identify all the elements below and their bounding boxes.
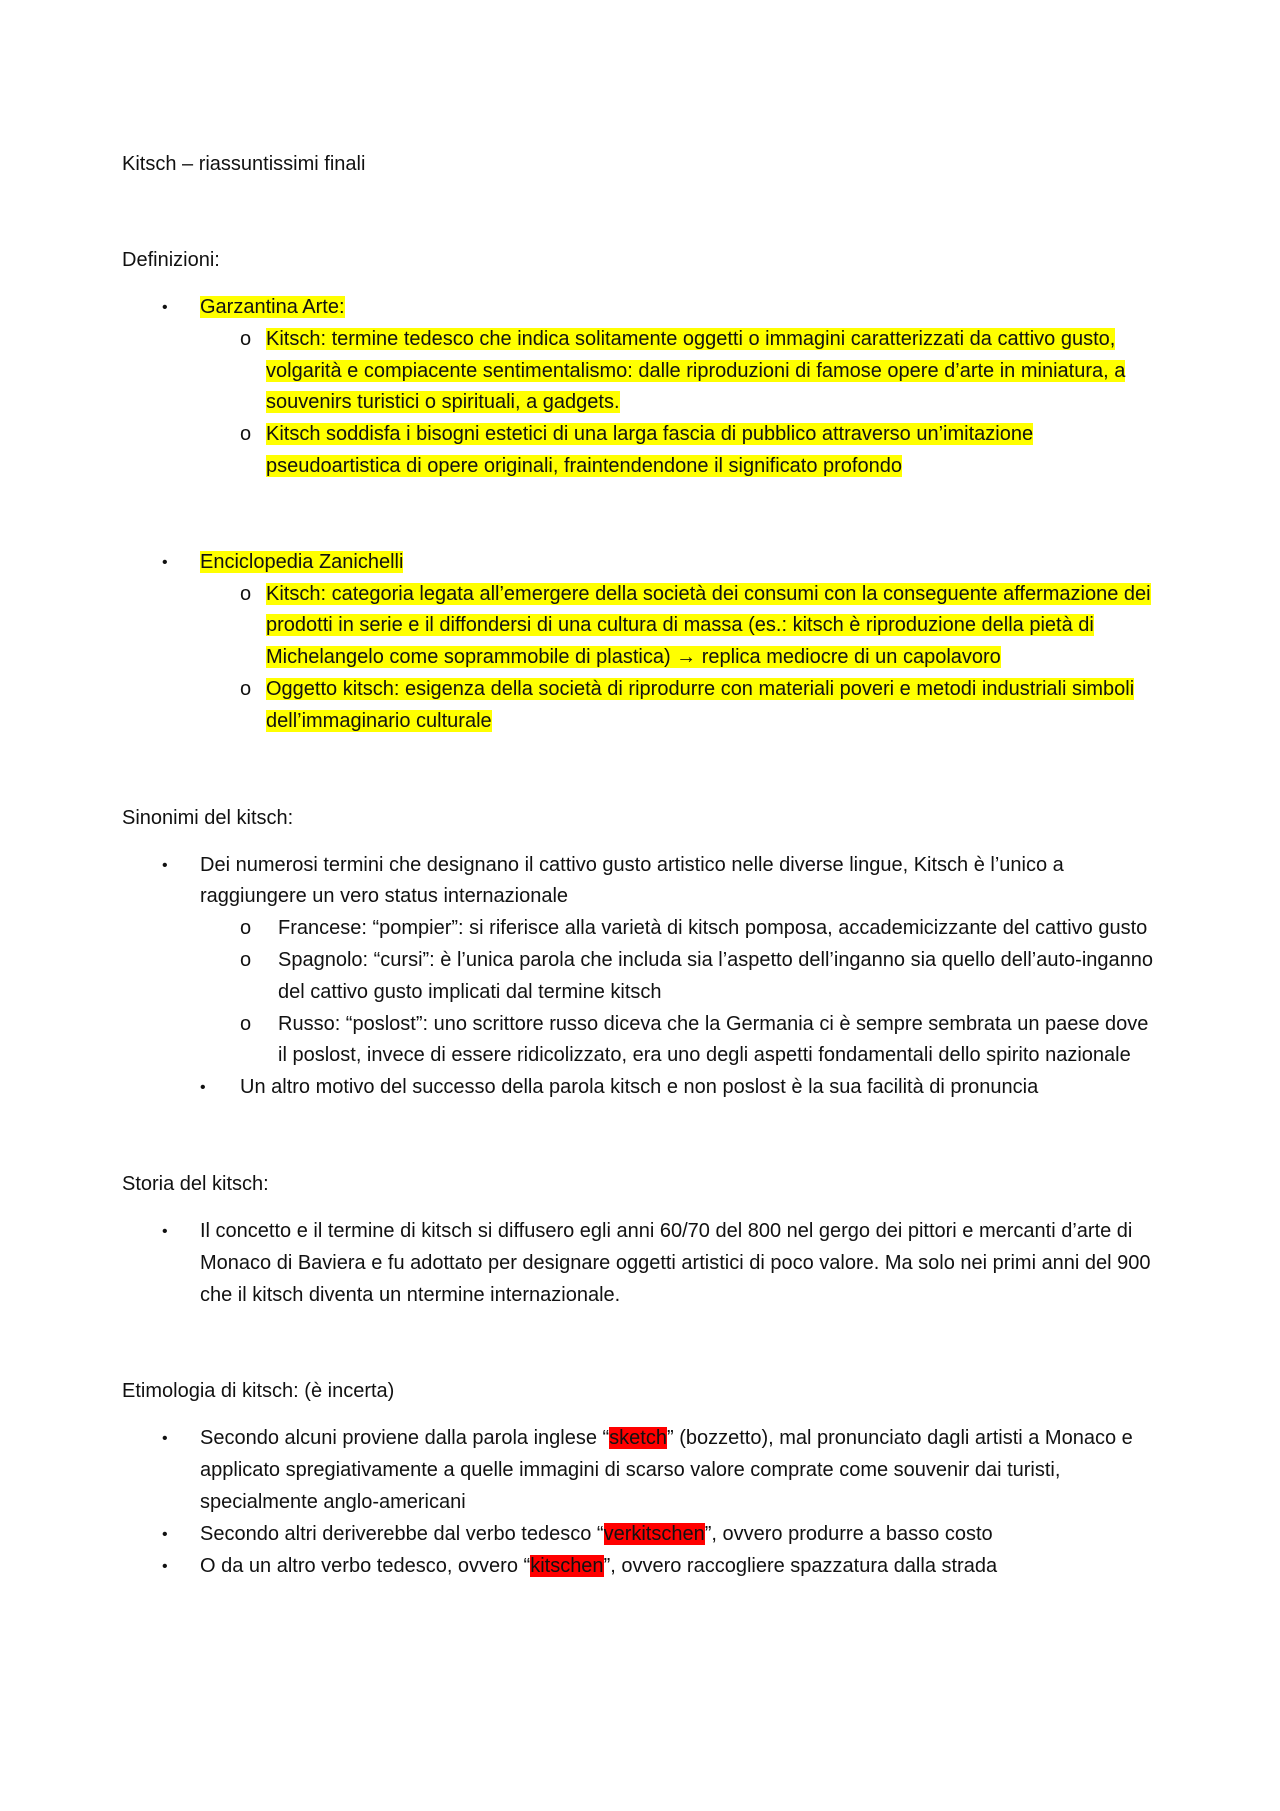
bullet-disc: • [162, 553, 168, 571]
bullet-circle: o [240, 948, 252, 971]
list-item-sinonimi-1 [122, 850, 1160, 914]
garzantina-label: Garzantina Arte: [200, 296, 345, 318]
list-item-zanichelli [122, 547, 1160, 579]
list-item-etimologia-2 [122, 1519, 1160, 1551]
etimologia-item2-post: ”, ovvero produrre a basso costo [704, 1522, 993, 1545]
etimologia-item3-pre: O da un altro verbo tedesco, ovvero “ [200, 1554, 531, 1577]
bullet-circle: o [240, 1012, 252, 1035]
bullet-disc: • [162, 1525, 168, 1543]
sinonimi-item2-text: Un altro motivo del successo della parola kitsch e non poslost è la sua facilità di pronuncia [240, 1076, 1039, 1099]
list-item-russo [122, 1009, 1160, 1073]
list-item-garzantina-sub1 [122, 324, 1160, 419]
list-item-sinonimi-2 [122, 1072, 1160, 1104]
list-item-zanichelli-sub1 [122, 579, 1160, 674]
bullet-circle: o [240, 423, 252, 446]
list-zanichelli [122, 547, 1160, 738]
word-kitschen: kitschen [530, 1554, 604, 1577]
word-verkitschen: verkitschen [603, 1522, 705, 1545]
heading-definizioni: Definizioni: [122, 249, 220, 271]
heading-sinonimi: Sinonimi del kitsch: [122, 806, 294, 829]
francese-text: Francese: “pompier”: si riferisce alla varietà di kitsch pomposa, accademicizzante del cattivo gusto [278, 917, 1148, 940]
bullet-circle: o [240, 917, 252, 940]
garzantina-sub2-text: Kitsch soddisfa i bisogni estetici di una larga fascia di pubblico attraverso un’imitazione pseudoartistica di opere originali, fraintendendone il significato profondo [266, 423, 1034, 477]
list-item-garzantina [122, 292, 1160, 324]
document-title: Kitsch – riassuntissimi finali [122, 153, 366, 175]
bullet-disc: • [200, 1079, 206, 1097]
etimologia-item3-post: ”, ovvero raccogliere spazzatura dalla strada [603, 1554, 998, 1577]
list-item-etimologia-1 [122, 1423, 1160, 1518]
word-sketch: sketch [609, 1427, 667, 1450]
bullet-circle: o [240, 677, 252, 700]
bullet-disc: • [162, 299, 168, 316]
heading-storia: Storia del kitsch: [122, 1172, 269, 1195]
bullet-circle: o [240, 327, 252, 350]
zanichelli-label: Enciclopedia Zanichelli [200, 550, 404, 573]
bullet-disc: • [162, 1222, 168, 1240]
bullet-circle: o [240, 582, 252, 605]
list-definizioni [122, 292, 1160, 483]
etimologia-item1-post: ” (bozzetto), mal pronunciato dagli artisti a Monaco e applicato spregiativamente a quelle immagini di scarso valore comprate come souvenir dai turisti, specialmente anglo-americani [200, 1427, 1133, 1513]
etimologia-item1-pre: Secondo alcuni proviene dalla parola inglese “ [200, 1427, 610, 1450]
bullet-disc: • [162, 1557, 168, 1575]
sinonimi-item1-text: Dei numerosi termini che designano il cattivo gusto artistico nelle diverse lingue, Kitsch è l’unico a raggiungere un vero status internazionale [200, 853, 1064, 908]
etimologia-item2-pre: Secondo altri deriverebbe dal verbo tedesco “ [200, 1522, 604, 1545]
heading-etimologia: Etimologia di kitsch: (è incerta) [122, 1380, 395, 1403]
list-item-garzantina-sub2 [122, 419, 1160, 483]
list-sinonimi [122, 850, 1160, 1104]
storia-item1-text: Il concetto e il termine di kitsch si diffusero egli anni 60/70 del 800 nel gergo dei pittori e mercanti d’arte di Monaco di Baviera e fu adottato per designare oggetti artistici di poco valore. Ma solo nei primi anni del 900 che il kitsch diventa un ntermine internazionale. [200, 1219, 1151, 1306]
list-item-zanichelli-sub2 [122, 674, 1160, 738]
garzantina-sub1-text: Kitsch: termine tedesco che indica solitamente oggetti o immagini caratterizzati da cattivo gusto, volgarità e compiacente sentimentalismo: dalle riproduzioni di famose opere d’arte in miniatura, a souvenirs turistici o spirituali, a gadgets. [266, 327, 1126, 414]
russo-text: Russo: “poslost”: uno scrittore russo diceva che la Germania ci è sempre sembrata un paese dove il poslost, invece di essere ridicolizzato, era uno degli aspetti fondamentali dello spirito nazionale [278, 1012, 1149, 1067]
list-storia [122, 1216, 1160, 1311]
bullet-disc: • [162, 1430, 168, 1448]
spagnolo-text: Spagnolo: “cursi”: è l’unica parola che includa sia l’aspetto dell’inganno sia quello dell’auto-inganno del cattivo gusto implicati dal termine kitsch [278, 948, 1154, 1003]
list-item-etimologia-3 [122, 1551, 1160, 1583]
bullet-disc: • [162, 856, 168, 874]
list-etimologia [122, 1423, 1160, 1582]
list-item-francese [122, 913, 1160, 945]
list-item-spagnolo [122, 945, 1160, 1009]
list-item-storia-1 [122, 1216, 1160, 1311]
zanichelli-sub1-text: Kitsch: categoria legata all’emergere della società dei consumi con la conseguente affermazione dei prodotti in serie e il diffondersi di una cultura di massa (es.: kitsch è riproduzione della pietà di Michelangelo come soprammobile di plastica) → replica mediocre di un capolavoro [266, 582, 1151, 669]
zanichelli-sub2-text: Oggetto kitsch: esigenza della società di riprodurre con materiali poveri e metodi industriali simboli dell’immaginario culturale [266, 677, 1135, 732]
